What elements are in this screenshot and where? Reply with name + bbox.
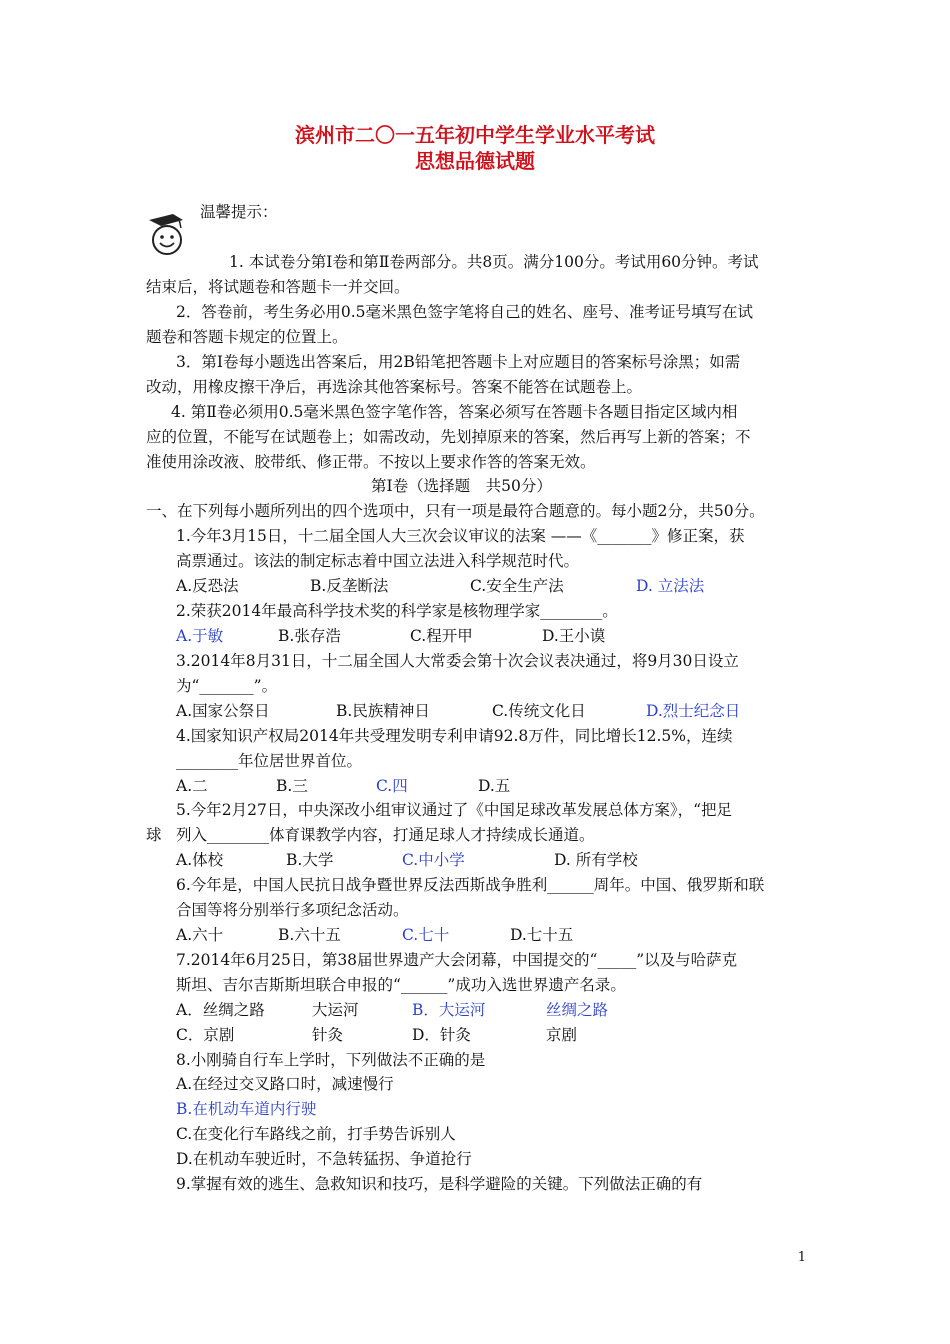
tips-heading: 温馨提示： xyxy=(200,203,278,221)
question-1-line-1: 1.今年3月15日，十二届全国人大三次会议审议的法案 ——《_______》修正案，获 xyxy=(176,527,745,545)
q3-option-c: C.传统文化日 xyxy=(492,702,586,720)
question-7-line-2: 斯坦、吉尔吉斯斯坦联合申报的“______”成功入选世界遗产名录。 xyxy=(176,976,626,994)
question-9-line-1: 9.掌握有效的逃生、急救知识和技巧，是科学避险的关键。下列做法正确的有 xyxy=(176,1175,703,1193)
q1-option-c: C.安全生产法 xyxy=(470,577,564,595)
q7-option-c-1: C．京剧 xyxy=(176,1026,235,1044)
question-5-line-2: 列入________体育课教学内容，打通足球人才持续成长通道。 xyxy=(176,826,595,844)
q4-option-d: D.五 xyxy=(478,777,511,795)
question-3-line-1: 3.2014年8月31日，十二届全国人大常委会第十次会议表决通过，将9月30日设立 xyxy=(176,652,739,670)
q6-option-c-answer: C.七十 xyxy=(402,926,450,944)
q5-option-c-answer: C.中小学 xyxy=(402,851,465,869)
q2-option-a-answer: A.于敏 xyxy=(176,627,224,645)
q6-option-d: D.七十五 xyxy=(510,926,574,944)
q8-option-b-answer: B.在机动车道内行驶 xyxy=(176,1100,317,1118)
q3-option-b: B.民族精神日 xyxy=(336,702,430,720)
q7-option-a-2: 大运河 xyxy=(312,1001,359,1019)
tip-4-line-3: 准使用涂改液、胶带纸、修正带。不按以上要求作答的答案无效。 xyxy=(146,453,596,471)
q2-option-c: C.程开甲 xyxy=(410,627,473,645)
q1-option-b: B.反垄断法 xyxy=(310,577,389,595)
q7-option-d-1: D．针灸 xyxy=(412,1026,471,1044)
q1-option-d-answer: D. 立法法 xyxy=(636,577,705,595)
q2-option-b: B.张存浩 xyxy=(278,627,341,645)
question-6-line-1: 6.今年是，中国人民抗日战争暨世界反法西斯战争胜利______周年。中国、俄罗斯和联 xyxy=(176,876,765,894)
exam-subtitle: 思想品德试题 xyxy=(415,149,535,173)
q5-option-d: D. 所有学校 xyxy=(554,851,638,869)
q8-option-c: C.在变化行车路线之前，打手势告诉别人 xyxy=(176,1125,456,1143)
question-3-line-2: 为“_______”。 xyxy=(176,677,278,695)
q4-option-c-answer: C.四 xyxy=(376,777,408,795)
q6-option-a: A.六十 xyxy=(176,926,224,944)
question-1-line-2: 高票通过。该法的制定标志着中国立法进入科学规范时代。 xyxy=(176,552,580,570)
exam-title: 滨州市二〇一五年初中学生学业水平考试 xyxy=(295,123,655,147)
q4-option-b: B.三 xyxy=(276,777,308,795)
tip-1-line-1: 1. 本试卷分第Ⅰ卷和第Ⅱ卷两部分。共8页。满分100分。考试用60分钟。考试 xyxy=(229,253,759,271)
page-number: 1 xyxy=(797,1250,806,1265)
tip-2-line-1: 2．答卷前，考生务必用0.5毫米黑色签字笔将自己的姓名、座号、准考证号填写在试 xyxy=(176,303,754,321)
q7-option-c-2: 针灸 xyxy=(312,1026,344,1044)
question-7-line-1: 7.2014年6月25日，第38届世界遗产大会闭幕，中国提交的“_____”以及与哈萨克 xyxy=(176,951,738,969)
tip-1-line-2: 结束后，将试题卷和答题卡一并交回。 xyxy=(146,278,410,296)
q2-option-d: D.王小谟 xyxy=(542,627,606,645)
q7-option-b-2-answer: 丝绸之路 xyxy=(546,1001,609,1019)
question-6-line-2: 合国等将分别举行多项纪念活动。 xyxy=(176,901,409,919)
q3-option-a: A.国家公祭日 xyxy=(176,702,270,720)
question-4-line-1: 4.国家知识产权局2014年共受理发明专利申请92.8万件，同比增长12.5%，连续 xyxy=(176,727,733,745)
tip-3-line-1: 3．第Ⅰ卷每小题选出答案后，用2B铅笔把答题卡上对应题目的答案标号涂黑；如需 xyxy=(176,353,741,371)
q4-option-a: A.二 xyxy=(176,777,208,795)
q7-option-d-2: 京剧 xyxy=(546,1026,578,1044)
q8-option-a: A.在经过交叉路口时，减速慢行 xyxy=(176,1075,394,1093)
q6-option-b: B.六十五 xyxy=(278,926,341,944)
q7-option-b-1-answer: B．大运河 xyxy=(412,1001,486,1019)
section-intro: 一、在下列每小题所列出的四个选项中，只有一项是最符合题意的。每小题2分，共50分。 xyxy=(146,502,765,520)
tip-2-line-2: 题卷和答题卡规定的位置上。 xyxy=(146,328,348,346)
q3-option-d-answer: D.烈士纪念日 xyxy=(646,702,741,720)
q5-option-a: A.体校 xyxy=(176,851,224,869)
tip-3-line-2: 改动，用橡皮擦干净后，再选涂其他答案标号。答案不能答在试题卷上。 xyxy=(146,378,643,396)
tip-4-line-2: 应的位置，不能写在试题卷上；如需改动，先划掉原来的答案，然后再写上新的答案；不 xyxy=(146,428,751,446)
q1-option-a: A.反恐法 xyxy=(176,577,239,595)
smiley-graduate-icon xyxy=(143,210,191,258)
question-5-line-2-start: 球 xyxy=(146,826,162,844)
question-8-line-1: 8.小刚骑自行车上学时，下列做法不正确的是 xyxy=(176,1051,486,1069)
question-5-line-1: 5.今年2月27日，中央深改小组审议通过了《中国足球改革发展总体方案》，“把足 xyxy=(176,801,733,819)
tip-4-line-1: 4. 第Ⅱ卷必须用0.5毫米黑色签字笔作答，答案必须写在答题卡各题目指定区域内相 xyxy=(171,403,738,421)
q7-option-a-1: A．丝绸之路 xyxy=(176,1001,265,1019)
q8-option-d: D.在机动车驶近时，不急转猛拐、争道抢行 xyxy=(176,1150,472,1168)
question-2-line-1: 2.荣获2014年最高科学技术奖的科学家是核物理学家________。 xyxy=(176,602,618,620)
question-4-line-2: ________年位居世界首位。 xyxy=(176,752,363,770)
section-title: 第Ⅰ卷（选择题 共50分） xyxy=(371,477,552,495)
q5-option-b: B.大学 xyxy=(286,851,334,869)
